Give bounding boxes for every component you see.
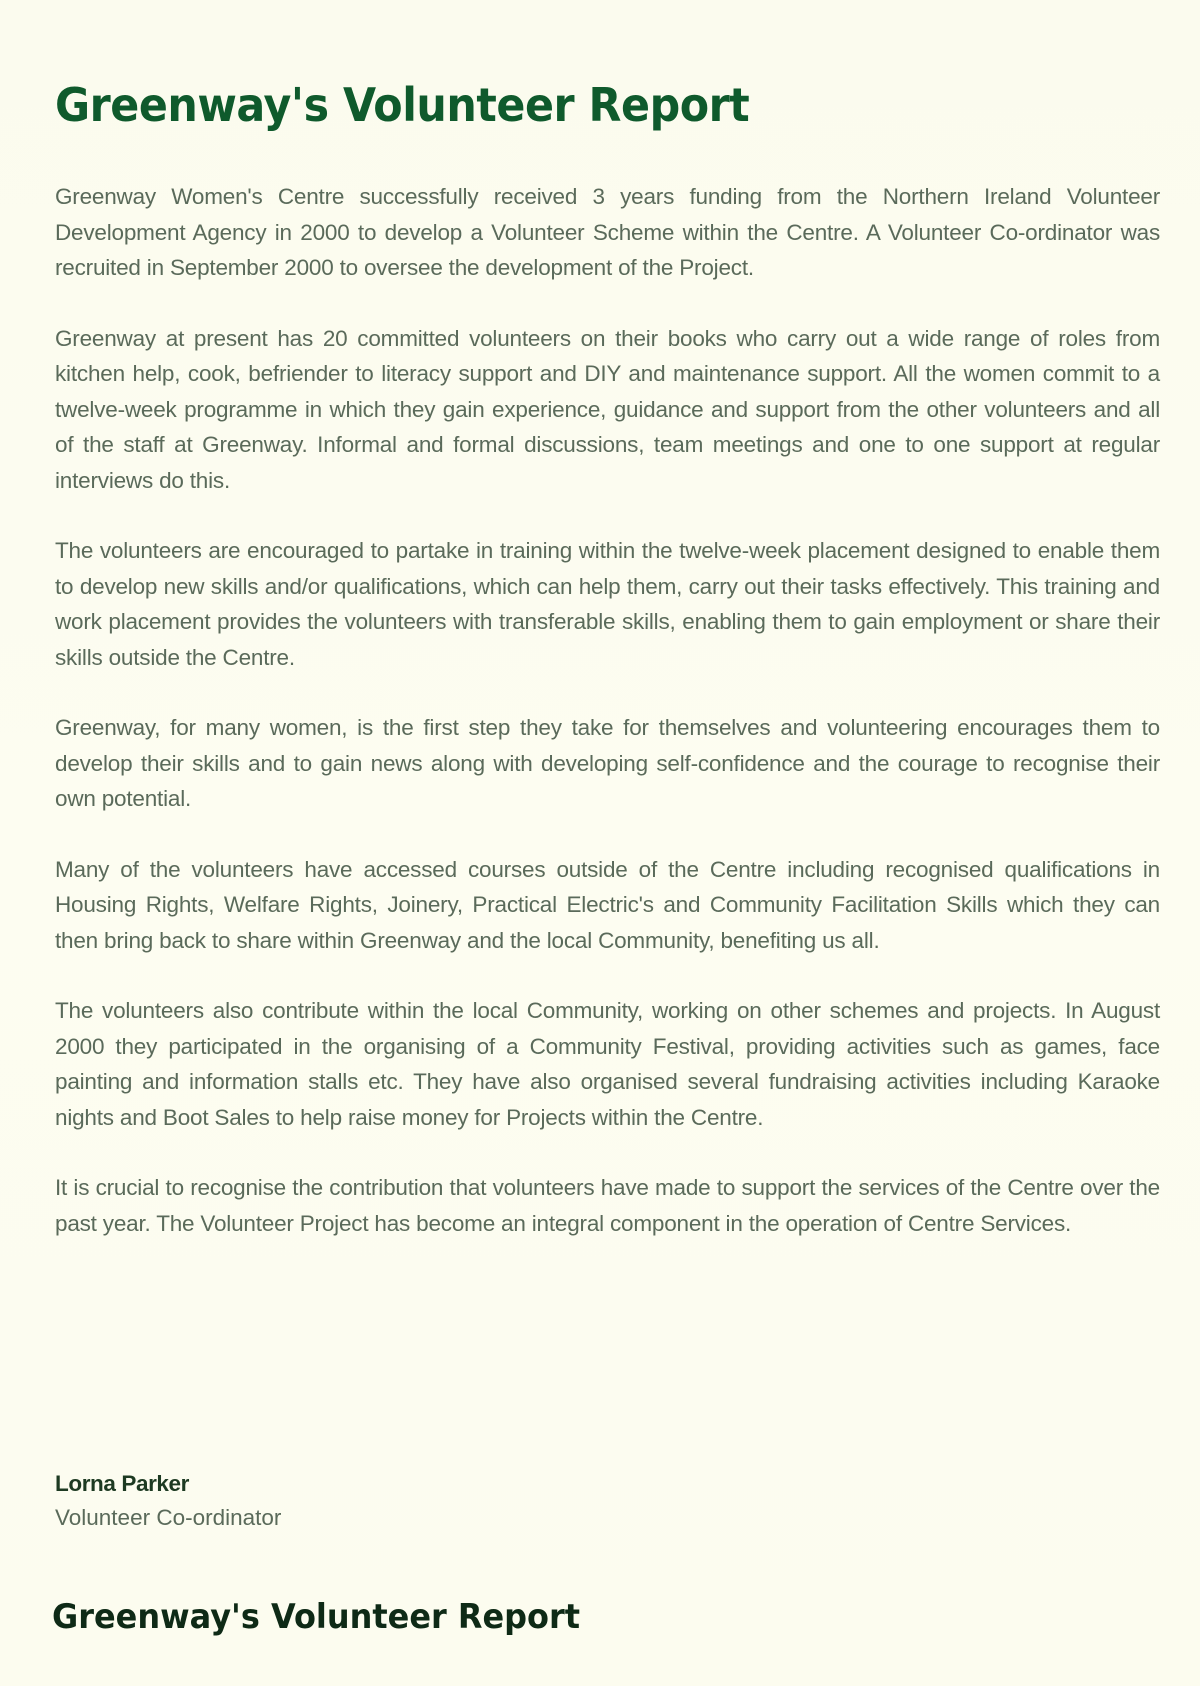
report-body [55,179,1160,1276]
paragraph-funding: Greenway Women's Centre successfully received 3 years funding from the Northern Ireland Volunteer Development Agency in 2000 to develop a Volunteer Scheme within the Centre. A Volunteer Co-ordinator was recruited in September 2000 to oversee the development of the Project. [55,184,1160,280]
paragraph-volunteers: Greenway at present has 20 committed volunteers on their books who carry out a wide range of roles from kitchen help, cook, befriender to literacy support and DIY and maintenance support. All the women commit to a twelve-week programme in which they gain experience, guidance and support from the other volunteers and all of the staff at Greenway. Informal and formal discussions, team meetings and one to one support at regular interviews do this. [55,325,1160,493]
paragraph-community: The volunteers also contribute within the local Community, working on other schemes and projects. In August 2000 they participated in the organising of a Community Festival, providing activities such as games, face painting and information stalls etc. They have also organised several fundraising activities including Karaoke nights and Boot Sales to help raise money for Projects within the Centre. [55,998,1160,1130]
paragraph-training: The volunteers are encouraged to partake in training within the twelve-week placement designed to enable them to develop new skills and/or qualifications, which can help them, carry out their tasks effectively. This training and work placement provides the volunteers with transferable skills, enabling them to gain employment or share their skills outside the Centre. [55,538,1160,670]
footer-title: Greenway's Volunteer Report [52,1597,581,1637]
paragraph-conclusion: It is crucial to recognise the contribution that volunteers have made to support the services of the Centre over the past year. The Volunteer Project has become an integral component in the operation of Centre Services. [55,1175,1160,1236]
page-title: Greenway's Volunteer Report [55,78,750,132]
signature-block [55,1467,281,1535]
paragraph-first-step: Greenway, for many women, is the first step they take for themselves and volunteering encourages them to develop their skills and to gain news along with developing self-confidence and the courage to recognise their own potential. [55,715,1160,811]
signature-role: Volunteer Co-ordinator [55,1505,282,1530]
signature-name: Lorna Parker [55,1471,190,1496]
paragraph-courses: Many of the volunteers have accessed courses outside of the Centre including recognised qualifications in Housing Rights, Welfare Rights, Joinery, Practical Electric's and Community Facilitation Skills which they can then bring back to share within Greenway and the local Community, benefiting us all. [55,856,1160,953]
